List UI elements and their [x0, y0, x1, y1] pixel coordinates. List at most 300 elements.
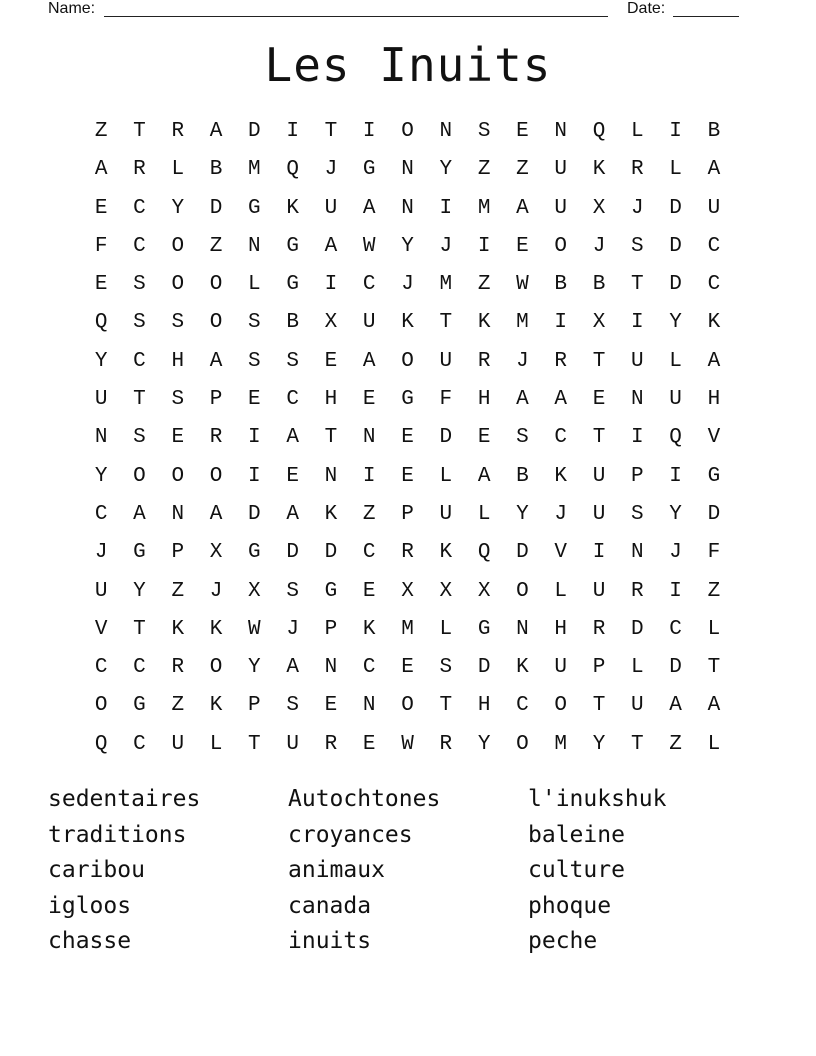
- grid-letter[interactable]: S: [286, 349, 299, 373]
- grid-letter[interactable]: I: [669, 120, 682, 143]
- grid-letter[interactable]: C: [133, 349, 146, 373]
- grid-letter[interactable]: E: [477, 426, 491, 450]
- grid-letter[interactable]: P: [248, 694, 261, 718]
- grid-letter[interactable]: N: [362, 694, 376, 718]
- grid-letter[interactable]: T: [592, 426, 606, 450]
- grid-letter[interactable]: G: [286, 273, 299, 297]
- grid-letter[interactable]: C: [133, 196, 146, 220]
- grid-letter[interactable]: Z: [669, 732, 682, 756]
- grid-letter[interactable]: G: [133, 541, 146, 565]
- grid-letter[interactable]: A: [554, 388, 568, 412]
- grid-letter[interactable]: U: [171, 732, 185, 756]
- grid-row: [82, 496, 734, 534]
- grid-letter[interactable]: E: [171, 426, 185, 450]
- grid-row: [82, 266, 734, 304]
- grid-letter[interactable]: U: [94, 388, 108, 412]
- grid-letter[interactable]: O: [401, 349, 414, 373]
- grid-letter[interactable]: K: [209, 694, 223, 718]
- grid-letter[interactable]: U: [554, 196, 568, 220]
- grid-letter[interactable]: L: [171, 158, 185, 182]
- grid-letter[interactable]: O: [401, 120, 414, 143]
- grid-letter[interactable]: T: [248, 732, 261, 756]
- grid-letter[interactable]: T: [707, 656, 721, 680]
- grid-letter[interactable]: E: [362, 388, 376, 412]
- grid-letter[interactable]: I: [669, 579, 682, 603]
- word-list-item: inuits: [288, 928, 372, 955]
- grid-letter[interactable]: K: [516, 656, 529, 680]
- grid-letter[interactable]: X: [592, 196, 606, 220]
- grid-letter[interactable]: P: [171, 541, 185, 565]
- grid-letter[interactable]: O: [94, 694, 108, 718]
- grid-letter[interactable]: X: [248, 579, 261, 603]
- grid-letter[interactable]: Q: [669, 426, 682, 450]
- grid-letter[interactable]: B: [554, 273, 568, 297]
- grid-letter[interactable]: U: [669, 388, 682, 412]
- grid-letter[interactable]: D: [209, 196, 223, 220]
- name-field-line[interactable]: [104, 16, 608, 17]
- grid-letter[interactable]: I: [592, 541, 606, 565]
- grid-letter[interactable]: W: [362, 234, 376, 258]
- grid-letter[interactable]: C: [516, 694, 529, 718]
- grid-letter[interactable]: Z: [171, 694, 185, 718]
- grid-letter[interactable]: C: [707, 234, 721, 258]
- grid-letter[interactable]: E: [401, 426, 414, 450]
- grid-letter[interactable]: K: [171, 617, 185, 641]
- grid-letter[interactable]: T: [439, 311, 453, 335]
- grid-letter[interactable]: A: [209, 120, 223, 143]
- grid-letter[interactable]: H: [477, 694, 491, 718]
- grid-letter[interactable]: L: [439, 617, 453, 641]
- grid-letter[interactable]: N: [401, 196, 414, 220]
- grid-letter[interactable]: C: [554, 426, 568, 450]
- grid-letter[interactable]: G: [248, 196, 261, 220]
- grid-letter[interactable]: C: [707, 273, 721, 297]
- grid-letter[interactable]: C: [94, 656, 108, 680]
- grid-letter[interactable]: N: [248, 234, 261, 258]
- grid-letter[interactable]: D: [248, 502, 261, 526]
- grid-letter[interactable]: L: [631, 120, 644, 143]
- grid-letter[interactable]: T: [133, 120, 146, 143]
- grid-letter[interactable]: N: [554, 120, 568, 143]
- grid-letter[interactable]: D: [439, 426, 453, 450]
- grid-letter[interactable]: S: [133, 273, 146, 297]
- grid-letter[interactable]: N: [516, 617, 529, 641]
- grid-letter[interactable]: U: [286, 732, 299, 756]
- grid-letter[interactable]: N: [401, 158, 414, 182]
- grid-letter[interactable]: E: [362, 732, 376, 756]
- grid-letter[interactable]: J: [516, 349, 529, 373]
- grid-letter[interactable]: R: [439, 732, 453, 756]
- grid-letter[interactable]: E: [94, 273, 108, 297]
- grid-letter[interactable]: I: [477, 234, 491, 258]
- grid-letter[interactable]: V: [707, 426, 721, 450]
- grid-letter[interactable]: I: [554, 311, 568, 335]
- grid-letter[interactable]: X: [477, 579, 491, 603]
- grid-letter[interactable]: Y: [248, 656, 261, 680]
- grid-letter[interactable]: L: [477, 502, 491, 526]
- grid-letter[interactable]: L: [209, 732, 223, 756]
- grid-letter[interactable]: G: [401, 388, 414, 412]
- grid-letter[interactable]: T: [324, 426, 338, 450]
- grid-letter[interactable]: A: [286, 426, 299, 450]
- grid-letter[interactable]: O: [209, 273, 223, 297]
- grid-letter[interactable]: S: [631, 234, 644, 258]
- grid-letter[interactable]: K: [324, 502, 338, 526]
- grid-letter[interactable]: E: [592, 388, 606, 412]
- word-list-item: peche: [528, 928, 598, 955]
- grid-letter[interactable]: G: [286, 234, 299, 258]
- grid-letter[interactable]: Z: [477, 158, 491, 182]
- grid-letter[interactable]: I: [362, 464, 376, 488]
- grid-letter[interactable]: X: [592, 311, 606, 335]
- grid-letter[interactable]: O: [133, 464, 146, 488]
- grid-letter[interactable]: U: [631, 694, 644, 718]
- grid-letter[interactable]: C: [669, 617, 682, 641]
- grid-letter[interactable]: J: [401, 273, 414, 297]
- grid-letter[interactable]: E: [324, 694, 338, 718]
- grid-letter[interactable]: E: [324, 349, 338, 373]
- grid-letter[interactable]: R: [554, 349, 568, 373]
- grid-letter[interactable]: I: [631, 426, 644, 450]
- grid-letter[interactable]: T: [592, 694, 606, 718]
- grid-letter[interactable]: M: [477, 196, 491, 220]
- grid-letter[interactable]: T: [631, 273, 644, 297]
- grid-letter[interactable]: Z: [171, 579, 185, 603]
- grid-letter[interactable]: D: [669, 273, 682, 297]
- grid-letter[interactable]: P: [324, 617, 338, 641]
- name-label: Name:: [48, 0, 96, 17]
- grid-letter[interactable]: A: [669, 694, 682, 718]
- grid-letter[interactable]: O: [209, 311, 223, 335]
- grid-letter[interactable]: L: [707, 732, 721, 756]
- grid-letter[interactable]: I: [248, 426, 261, 450]
- grid-letter[interactable]: C: [286, 388, 299, 412]
- grid-letter[interactable]: E: [362, 579, 376, 603]
- grid-letter[interactable]: I: [669, 464, 682, 488]
- grid-letter[interactable]: Z: [516, 158, 529, 182]
- grid-letter[interactable]: H: [171, 349, 185, 373]
- grid-letter[interactable]: O: [171, 234, 185, 258]
- grid-letter[interactable]: O: [516, 732, 529, 756]
- grid-letter[interactable]: L: [248, 273, 261, 297]
- grid-letter[interactable]: S: [286, 579, 299, 603]
- grid-letter[interactable]: S: [439, 656, 453, 680]
- grid-letter[interactable]: K: [439, 541, 453, 565]
- grid-letter[interactable]: A: [707, 349, 721, 373]
- grid-letter[interactable]: R: [133, 158, 146, 182]
- grid-letter[interactable]: H: [554, 617, 568, 641]
- grid-letter[interactable]: Y: [171, 196, 185, 220]
- grid-letter[interactable]: A: [707, 158, 721, 182]
- grid-letter[interactable]: C: [133, 234, 146, 258]
- grid-letter[interactable]: A: [209, 349, 223, 373]
- grid-letter[interactable]: D: [477, 656, 491, 680]
- grid-letter[interactable]: N: [94, 426, 108, 450]
- grid-letter[interactable]: U: [439, 502, 453, 526]
- grid-letter[interactable]: J: [439, 234, 453, 258]
- grid-letter[interactable]: O: [171, 273, 185, 297]
- grid-letter[interactable]: E: [248, 388, 261, 412]
- grid-letter[interactable]: S: [248, 349, 261, 373]
- grid-letter[interactable]: Y: [439, 158, 453, 182]
- grid-letter[interactable]: S: [286, 694, 299, 718]
- grid-letter[interactable]: B: [286, 311, 299, 335]
- grid-letter[interactable]: U: [362, 311, 376, 335]
- grid-letter[interactable]: C: [362, 541, 376, 565]
- grid-letter[interactable]: V: [554, 541, 568, 565]
- grid-letter[interactable]: A: [516, 388, 529, 412]
- grid-letter[interactable]: D: [324, 541, 338, 565]
- grid-letter[interactable]: A: [209, 502, 223, 526]
- grid-letter[interactable]: W: [516, 273, 529, 297]
- grid-letter[interactable]: F: [707, 541, 721, 565]
- grid-letter[interactable]: H: [477, 388, 491, 412]
- grid-letter[interactable]: Y: [669, 311, 682, 335]
- grid-letter[interactable]: P: [401, 502, 414, 526]
- grid-letter[interactable]: Z: [209, 234, 223, 258]
- grid-letter[interactable]: G: [248, 541, 261, 565]
- grid-letter[interactable]: Y: [592, 732, 606, 756]
- grid-letter[interactable]: O: [209, 656, 223, 680]
- grid-letter[interactable]: I: [439, 196, 453, 220]
- grid-letter[interactable]: R: [631, 579, 644, 603]
- grid-letter[interactable]: J: [209, 579, 223, 603]
- grid-letter[interactable]: S: [171, 311, 185, 335]
- grid-letter[interactable]: Z: [477, 273, 491, 297]
- grid-letter[interactable]: S: [133, 311, 146, 335]
- grid-letter[interactable]: Z: [94, 120, 108, 143]
- grid-letter[interactable]: F: [94, 234, 108, 258]
- grid-letter[interactable]: J: [94, 541, 108, 565]
- grid-letter[interactable]: A: [516, 196, 529, 220]
- grid-letter[interactable]: C: [133, 656, 146, 680]
- grid-letter[interactable]: O: [516, 579, 529, 603]
- grid-letter[interactable]: J: [592, 234, 606, 258]
- grid-letter[interactable]: D: [516, 541, 529, 565]
- grid-letter[interactable]: M: [439, 273, 453, 297]
- grid-letter[interactable]: D: [707, 502, 721, 526]
- grid-letter[interactable]: R: [171, 120, 185, 143]
- grid-letter[interactable]: H: [707, 388, 721, 412]
- grid-letter[interactable]: E: [401, 656, 414, 680]
- grid-letter[interactable]: N: [631, 541, 644, 565]
- grid-letter[interactable]: Y: [516, 502, 529, 526]
- grid-letter[interactable]: X: [401, 579, 414, 603]
- grid-letter[interactable]: K: [286, 196, 299, 220]
- grid-letter[interactable]: N: [631, 388, 644, 412]
- grid-letter[interactable]: G: [362, 158, 376, 182]
- grid-letter[interactable]: K: [209, 617, 223, 641]
- grid-letter[interactable]: A: [286, 656, 299, 680]
- grid-letter[interactable]: Z: [707, 579, 721, 603]
- grid-letter[interactable]: E: [401, 464, 414, 488]
- grid-letter[interactable]: K: [554, 464, 568, 488]
- grid-letter[interactable]: R: [592, 617, 606, 641]
- grid-letter[interactable]: U: [554, 656, 568, 680]
- grid-letter[interactable]: U: [707, 196, 721, 220]
- grid-letter[interactable]: N: [171, 502, 185, 526]
- grid-letter[interactable]: L: [554, 579, 568, 603]
- grid-letter[interactable]: A: [477, 464, 491, 488]
- grid-letter[interactable]: D: [669, 196, 682, 220]
- grid-letter[interactable]: W: [248, 617, 261, 641]
- grid-letter[interactable]: U: [94, 579, 108, 603]
- grid-letter[interactable]: Q: [286, 158, 299, 182]
- grid-letter[interactable]: S: [631, 502, 644, 526]
- grid-letter[interactable]: U: [592, 579, 606, 603]
- grid-letter[interactable]: R: [324, 732, 338, 756]
- grid-letter[interactable]: P: [631, 464, 644, 488]
- grid-letter[interactable]: Y: [669, 502, 682, 526]
- grid-letter[interactable]: S: [133, 426, 146, 450]
- grid-letter[interactable]: U: [439, 349, 453, 373]
- grid-letter[interactable]: L: [669, 158, 682, 182]
- grid-letter[interactable]: E: [516, 234, 529, 258]
- grid-letter[interactable]: O: [401, 694, 414, 718]
- grid-letter[interactable]: D: [631, 617, 644, 641]
- grid-letter[interactable]: U: [324, 196, 338, 220]
- grid-letter[interactable]: L: [707, 617, 721, 641]
- grid-letter[interactable]: K: [592, 158, 606, 182]
- grid-letter[interactable]: X: [324, 311, 338, 335]
- grid-letter[interactable]: A: [362, 196, 376, 220]
- grid-letter[interactable]: N: [362, 426, 376, 450]
- grid-letter[interactable]: I: [248, 464, 261, 488]
- grid-letter[interactable]: L: [669, 349, 682, 373]
- grid-letter[interactable]: Q: [94, 732, 108, 756]
- grid-letter[interactable]: E: [286, 464, 299, 488]
- grid-letter[interactable]: N: [324, 656, 338, 680]
- grid-letter[interactable]: I: [362, 120, 376, 143]
- grid-letter[interactable]: Z: [362, 502, 376, 526]
- grid-letter[interactable]: F: [439, 388, 453, 412]
- grid-letter[interactable]: K: [362, 617, 376, 641]
- grid-letter[interactable]: G: [477, 617, 491, 641]
- grid-letter[interactable]: K: [477, 311, 491, 335]
- grid-letter[interactable]: L: [631, 656, 644, 680]
- grid-letter[interactable]: D: [669, 656, 682, 680]
- grid-letter[interactable]: N: [324, 464, 338, 488]
- grid-letter[interactable]: Q: [477, 541, 491, 565]
- grid-letter[interactable]: V: [94, 617, 108, 641]
- grid-letter[interactable]: T: [592, 349, 606, 373]
- grid-letter[interactable]: K: [401, 311, 414, 335]
- grid-letter[interactable]: L: [439, 464, 453, 488]
- grid-letter[interactable]: S: [516, 426, 529, 450]
- grid-letter[interactable]: B: [707, 120, 721, 143]
- grid-letter[interactable]: S: [248, 311, 261, 335]
- grid-letter[interactable]: P: [209, 388, 223, 412]
- grid-letter[interactable]: X: [439, 579, 453, 603]
- grid-letter[interactable]: T: [133, 617, 146, 641]
- grid-letter[interactable]: A: [286, 502, 299, 526]
- grid-letter[interactable]: D: [248, 120, 261, 143]
- grid-letter[interactable]: J: [631, 196, 644, 220]
- grid-letter[interactable]: T: [439, 694, 453, 718]
- grid-letter[interactable]: O: [554, 694, 568, 718]
- grid-letter[interactable]: Y: [477, 732, 491, 756]
- grid-letter[interactable]: K: [707, 311, 721, 335]
- grid-letter[interactable]: X: [209, 541, 223, 565]
- grid-letter[interactable]: M: [554, 732, 568, 756]
- word-list-item: l'inukshuk: [528, 786, 667, 812]
- grid-letter[interactable]: R: [631, 158, 644, 182]
- grid-letter[interactable]: Y: [94, 349, 108, 373]
- grid-letter[interactable]: J: [286, 617, 299, 641]
- grid-letter[interactable]: O: [171, 464, 185, 488]
- date-field-line[interactable]: [673, 16, 739, 17]
- word-search-grid[interactable]: [82, 113, 734, 764]
- grid-letter[interactable]: Q: [592, 120, 606, 143]
- grid-letter[interactable]: O: [554, 234, 568, 258]
- grid-letter[interactable]: B: [209, 158, 223, 182]
- grid-letter[interactable]: J: [554, 502, 568, 526]
- grid-letter[interactable]: W: [401, 732, 414, 756]
- grid-letter[interactable]: D: [286, 541, 299, 565]
- grid-letter[interactable]: T: [631, 732, 644, 756]
- grid-letter[interactable]: B: [516, 464, 529, 488]
- grid-letter[interactable]: S: [171, 388, 185, 412]
- grid-letter[interactable]: M: [401, 617, 414, 641]
- grid-letter[interactable]: U: [631, 349, 644, 373]
- grid-letter[interactable]: P: [592, 656, 606, 680]
- grid-letter[interactable]: O: [209, 464, 223, 488]
- grid-letter[interactable]: N: [439, 120, 453, 143]
- grid-letter[interactable]: G: [324, 579, 338, 603]
- grid-letter[interactable]: R: [171, 656, 185, 680]
- grid-letter[interactable]: M: [248, 158, 261, 182]
- grid-letter[interactable]: G: [133, 694, 146, 718]
- grid-letter[interactable]: M: [516, 311, 529, 335]
- grid-letter[interactable]: I: [324, 273, 338, 297]
- grid-letter[interactable]: Y: [133, 579, 146, 603]
- grid-letter[interactable]: J: [669, 541, 682, 565]
- grid-letter[interactable]: R: [477, 349, 491, 373]
- grid-letter[interactable]: E: [94, 196, 108, 220]
- grid-letter[interactable]: C: [94, 502, 108, 526]
- grid-letter[interactable]: S: [477, 120, 491, 143]
- grid-letter[interactable]: A: [324, 234, 338, 258]
- grid-letter[interactable]: U: [592, 502, 606, 526]
- grid-letter[interactable]: C: [362, 273, 376, 297]
- grid-letter[interactable]: A: [133, 502, 146, 526]
- grid-letter[interactable]: Y: [401, 234, 414, 258]
- grid-letter[interactable]: D: [669, 234, 682, 258]
- grid-letter[interactable]: R: [401, 541, 414, 565]
- grid-letter[interactable]: U: [592, 464, 606, 488]
- grid-letter[interactable]: J: [324, 158, 338, 182]
- grid-letter[interactable]: A: [707, 694, 721, 718]
- grid-letter[interactable]: I: [631, 311, 644, 335]
- grid-letter[interactable]: H: [324, 388, 338, 412]
- grid-letter[interactable]: A: [94, 158, 108, 182]
- grid-letter[interactable]: T: [324, 120, 338, 143]
- grid-letter[interactable]: R: [209, 426, 223, 450]
- grid-letter[interactable]: C: [133, 732, 146, 756]
- grid-letter[interactable]: A: [362, 349, 376, 373]
- grid-letter[interactable]: T: [133, 388, 146, 412]
- grid-letter[interactable]: I: [286, 120, 299, 143]
- grid-letter[interactable]: B: [592, 273, 606, 297]
- grid-letter[interactable]: E: [516, 120, 529, 143]
- worksheet-header: [48, 0, 748, 20]
- grid-letter[interactable]: C: [362, 656, 376, 680]
- word-list-item: canada: [288, 892, 372, 919]
- grid-letter[interactable]: Y: [94, 464, 108, 488]
- grid-letter[interactable]: U: [554, 158, 568, 182]
- grid-letter[interactable]: Q: [94, 311, 108, 335]
- grid-letter[interactable]: G: [707, 464, 721, 488]
